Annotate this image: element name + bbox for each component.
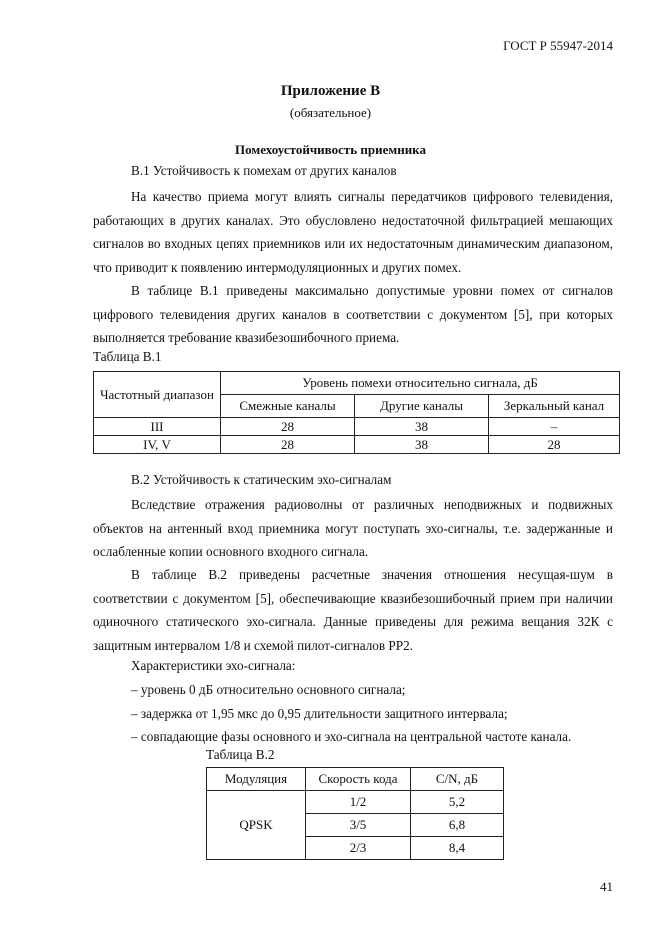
section-title: Помехоустойчивость приемника <box>235 142 426 157</box>
echo-characteristics-title: Характеристики эхо-сигнала: <box>131 658 296 673</box>
table-b1 <box>93 371 620 454</box>
appendix-subtitle: (обязательное) <box>289 105 372 120</box>
table-b1-subheader: Другие каналы <box>355 395 489 418</box>
table-cell: – <box>489 418 620 436</box>
table-b2-header: Модуляция <box>207 768 306 791</box>
table-b1-header-range: Частотный диапазон <box>94 372 221 418</box>
list-item: – задержка от 1,95 мкс до 0,95 длительности защитного интервала; <box>131 706 508 721</box>
list-item: – совпадающие фазы основного и эхо-сигнала на центральной частоте канала. <box>131 729 572 744</box>
list-item: – уровень 0 дБ относительно основного сигнала; <box>131 682 406 697</box>
table-b2-header: C/N, дБ <box>411 768 504 791</box>
table-b2-modulation: QPSK <box>207 791 306 860</box>
table-cell: 1/2 <box>306 791 411 814</box>
table-cell: 5,2 <box>411 791 504 814</box>
table-row <box>207 791 504 814</box>
table-b2 <box>206 767 504 860</box>
table-cell: 3/5 <box>306 814 411 837</box>
table-cell: 38 <box>355 436 489 454</box>
table-cell: 6,8 <box>411 814 504 837</box>
table-cell: 38 <box>355 418 489 436</box>
table-cell: 8,4 <box>411 837 504 860</box>
table-b1-caption: Таблица В.1 <box>93 349 162 364</box>
b2-paragraph-1: Вследствие отражения радиоволны от различных неподвижных и подвижных объектов на антенный вход приемника могут поступать эхо-сигналы, т.е. задержанные и ослабленные копии основного входного сигнала. <box>93 497 613 559</box>
appendix-title: Приложение В <box>280 83 381 99</box>
table-cell: 28 <box>221 418 355 436</box>
table-b2-header: Скорость кода <box>306 768 411 791</box>
b1-paragraph-1: На качество приема могут влиять сигналы передатчиков цифрового телевидения, работающих в других каналах. Это обусловлено недостаточной фильтрацией мешающих сигналов во входных цепях приемников или их недостаточным динамическим диапазоном, что приводит к появлению интермодуляционных и других помех. <box>93 189 613 275</box>
b2-paragraph-2: В таблице В.2 приведены расчетные значения отношения несущая-шум в соответствии с документом [5], обеспечивающие квазибезошибочный прием при наличии одиночного статического эхо-сигнала. Данные приведены для режима вещания 32К с защитным интервалом 1/8 и схемой пилот-сигналов PP2. <box>93 567 613 653</box>
table-b1-subheader: Зеркальный канал <box>489 395 620 418</box>
table-b1-subheader: Смежные каналы <box>221 395 355 418</box>
page-number: 41 <box>600 879 613 894</box>
standard-code: ГОСТ Р 55947-2014 <box>503 38 613 53</box>
table-b2-caption: Таблица В.2 <box>206 747 275 762</box>
table-cell: 2/3 <box>306 837 411 860</box>
table-row <box>94 418 620 436</box>
table-cell: 28 <box>489 436 620 454</box>
subsection-b2-heading: В.2 Устойчивость к статическим эхо-сигналам <box>131 472 392 487</box>
b1-paragraph-2: В таблице В.1 приведены максимально допустимые уровни помех от сигналов цифрового телевидения других каналов в соответствии с документом [5], при которых выполняется требование квазибезошибочного приема. <box>93 283 613 345</box>
table-b1-header-group: Уровень помехи относительно сигнала, дБ <box>221 372 620 395</box>
table-cell: IV, V <box>94 436 221 454</box>
table-cell: 28 <box>221 436 355 454</box>
table-cell: III <box>94 418 221 436</box>
table-row <box>94 436 620 454</box>
subsection-b1-heading: В.1 Устойчивость к помехам от других каналов <box>131 163 397 178</box>
